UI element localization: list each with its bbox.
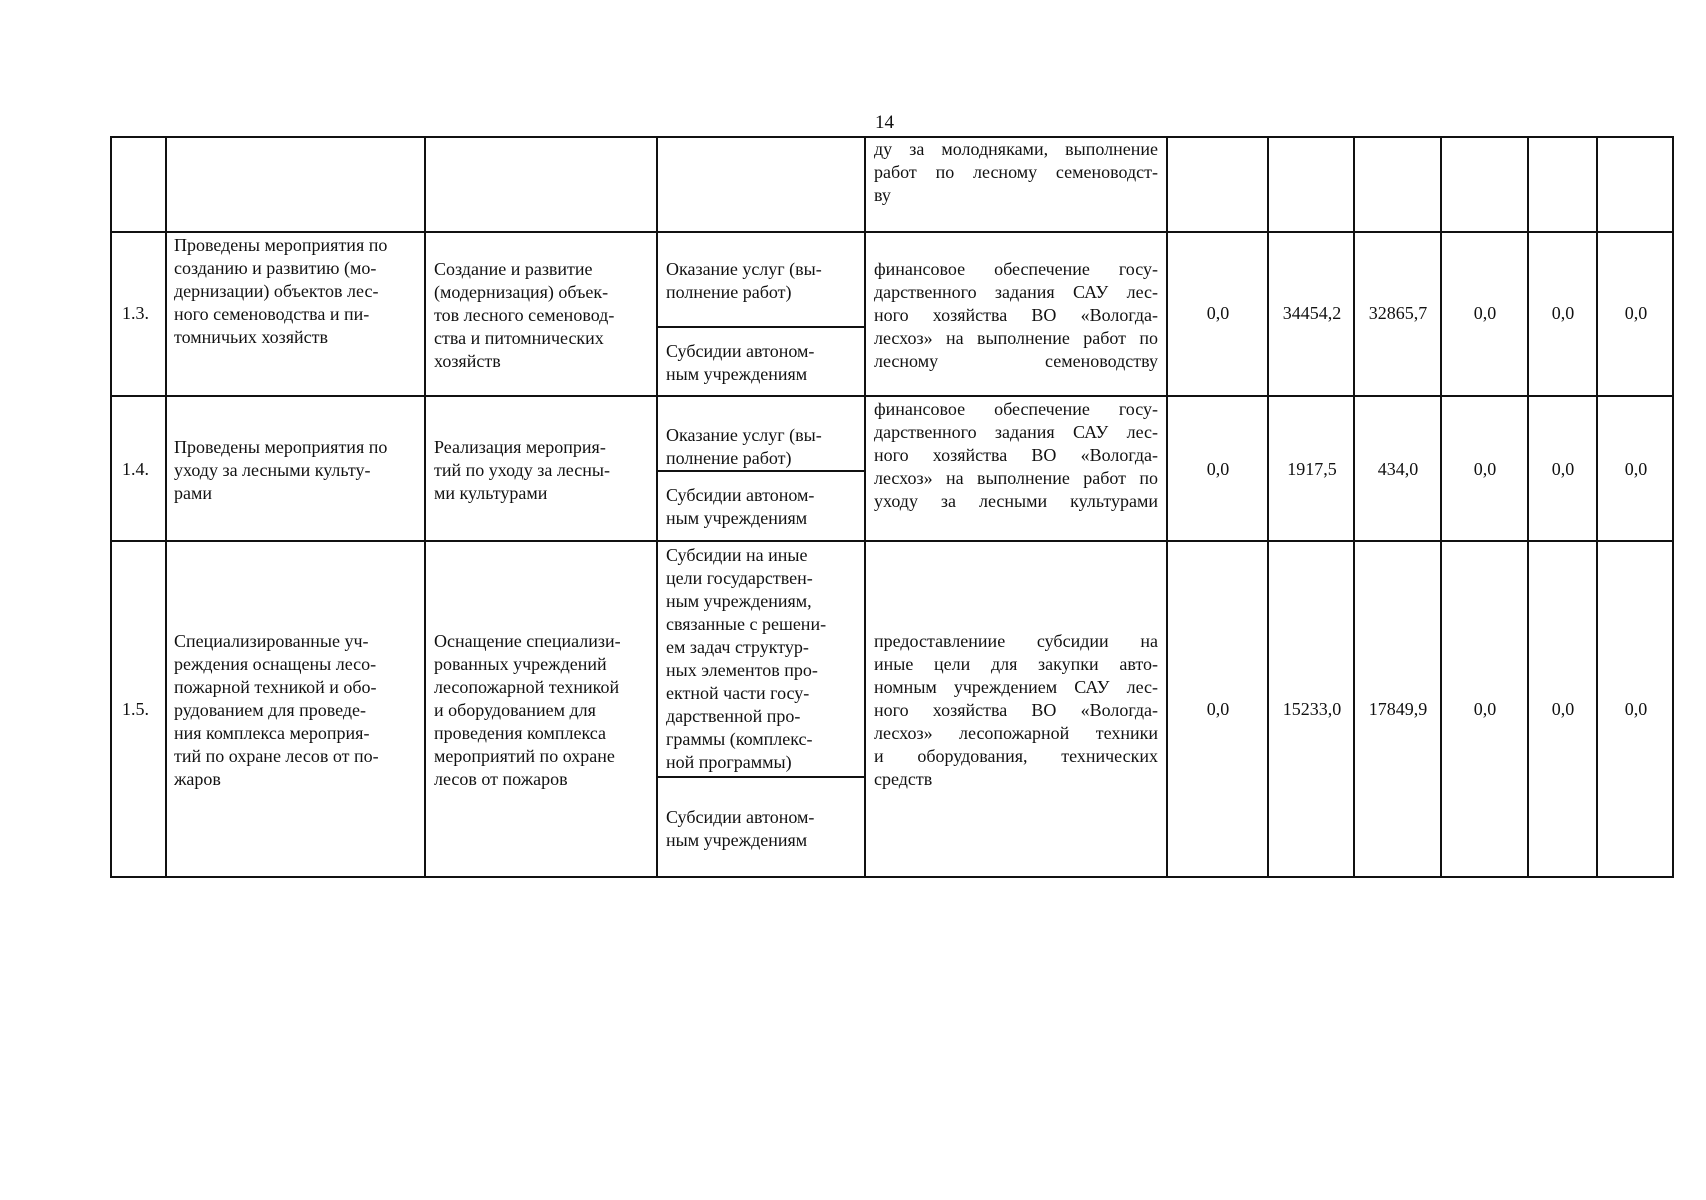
direction-text: Субсидии на иные цели государствен- ным учреждениям, связанные с решени- ем задач структур- ных элементов про- ектной части госу- дарственной про- граммы (комплекс- ной программы) <box>666 545 827 772</box>
page-number: 14 <box>875 112 894 133</box>
value-cell: 32865,7 <box>1368 303 1428 323</box>
value-cell: 0,0 <box>1206 459 1230 479</box>
col-divider <box>1596 136 1598 878</box>
value-cell: 0,0 <box>1473 699 1497 719</box>
direction-divider <box>657 470 865 472</box>
measure-text: финансовое обеспечение госу- дарственного задания САУ лес- ного хозяйства ВО «Вологда- лесхоз» на выполнение работ по лесному семеноводству <box>874 259 1158 371</box>
result-text: Проведены мероприятия по созданию и развитию (мо- дернизации) объектов лес- ного семеноводства и пи- томничьих хозяйств <box>174 235 388 347</box>
value-cell: 0,0 <box>1473 459 1497 479</box>
program-table <box>110 136 1674 878</box>
event-text: Оснащение специализи- рованных учреждений лесопожарной техникой и оборудованием для проведения комплекса мероприятий по охране лесов от пожаров <box>434 631 621 789</box>
value-cell: 0,0 <box>1624 303 1648 323</box>
value-cell: 1917,5 <box>1287 459 1337 479</box>
col-divider <box>864 136 866 878</box>
result-text: Специализированные уч- реждения оснащены лесо- пожарной техникой и обо- рудованием для проведе- ния комплекса мероприя- тий по охране лесов от по- жаров <box>174 631 379 789</box>
result-text: Проведены мероприятия по уходу за лесными культу- рами <box>174 437 388 503</box>
row-number: 1.3. <box>122 303 149 323</box>
direction-divider <box>657 326 865 328</box>
measure-text: предоставлениие субсидии на иные цели для закупки авто- номным учреждением САУ лес- ного хозяйства ВО «Вологда- лесхоз» лесопожарной техники и оборудования, технических средств <box>874 631 1158 789</box>
event-text: Создание и развитие (модернизация) объек- тов лесного семеновод- ства и питомнических хозяйств <box>434 259 615 371</box>
row-number: 1.5. <box>122 699 149 719</box>
row-number: 1.4. <box>122 459 149 479</box>
value-cell: 0,0 <box>1624 459 1648 479</box>
col-divider <box>1267 136 1269 878</box>
direction-text: Субсидии автоном- ным учреждениям <box>666 341 815 384</box>
direction-divider <box>657 776 865 778</box>
col-divider <box>1440 136 1442 878</box>
direction-text: Субсидии автоном- ным учреждениям <box>666 485 815 528</box>
value-cell: 0,0 <box>1206 303 1230 323</box>
col-divider <box>165 136 167 878</box>
continued-measure-text: ду за молодняками, выполнение работ по лесному семеноводст- ву <box>874 139 1158 205</box>
event-text: Реализация мероприя- тий по уходу за лесны- ми культурами <box>434 437 610 503</box>
value-cell: 0,0 <box>1551 303 1575 323</box>
value-cell: 0,0 <box>1551 459 1575 479</box>
value-cell: 0,0 <box>1473 303 1497 323</box>
direction-text: Оказание услуг (вы- полнение работ) <box>666 425 822 468</box>
col-divider <box>110 136 112 878</box>
direction-text: Субсидии автоном- ным учреждениям <box>666 807 815 850</box>
col-divider <box>1527 136 1529 878</box>
value-cell: 434,0 <box>1377 459 1419 479</box>
col-divider <box>656 136 658 878</box>
col-divider <box>1353 136 1355 878</box>
value-cell: 0,0 <box>1624 699 1648 719</box>
measure-text: финансовое обеспечение госу- дарственного задания САУ лес- ного хозяйства ВО «Вологда- лесхоз» на выполнение работ по уходу за лесными культурами <box>874 399 1158 511</box>
value-cell: 0,0 <box>1206 699 1230 719</box>
value-cell: 15233,0 <box>1282 699 1342 719</box>
col-divider <box>1166 136 1168 878</box>
col-divider <box>424 136 426 878</box>
value-cell: 34454,2 <box>1282 303 1342 323</box>
direction-text: Оказание услуг (вы- полнение работ) <box>666 259 822 302</box>
value-cell: 0,0 <box>1551 699 1575 719</box>
value-cell: 17849,9 <box>1368 699 1428 719</box>
table-border-right <box>1672 136 1674 878</box>
